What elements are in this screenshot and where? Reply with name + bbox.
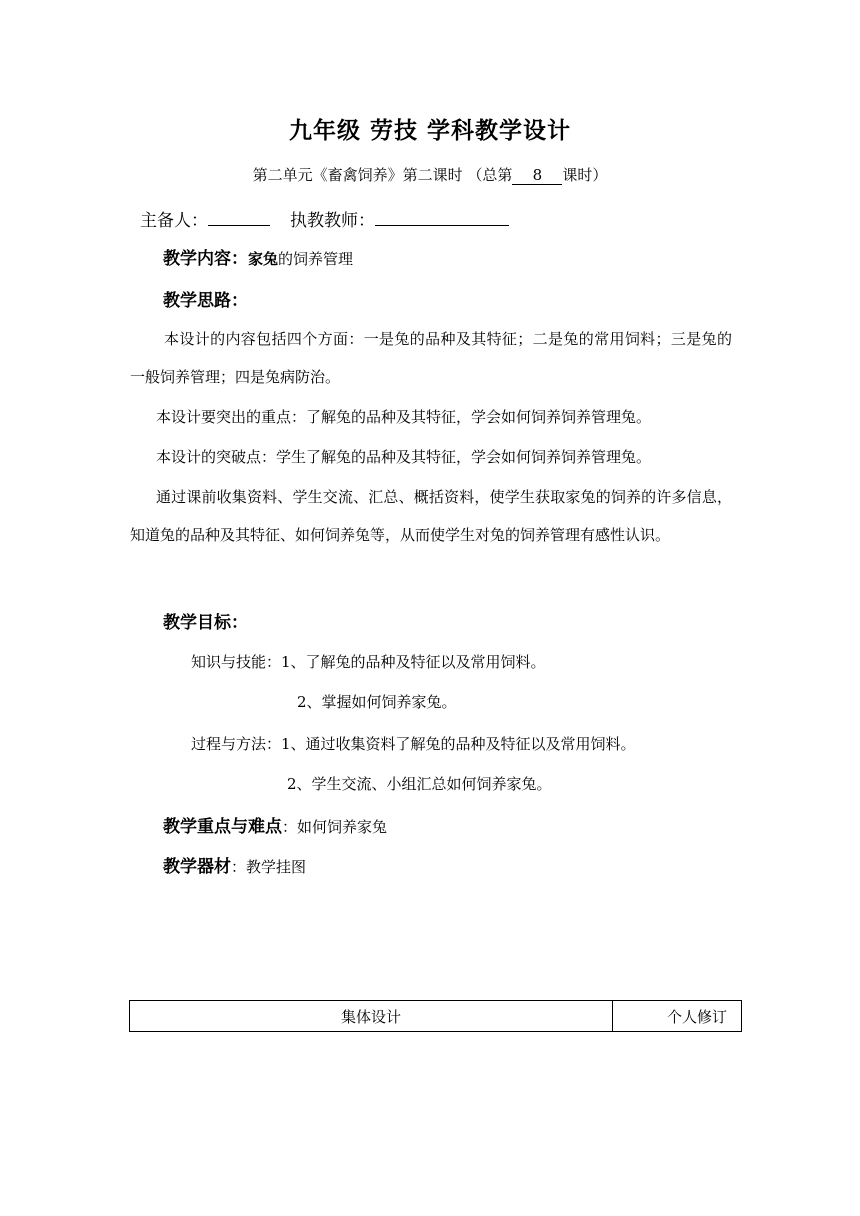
approach-paragraph-2: 本设计要突出的重点：了解兔的品种及其特征，学会如何饲养饲养管理兔。	[156, 408, 652, 426]
materials-section	[163, 852, 306, 877]
knowledge-item: 1、了解兔的品种及特征以及常用饲料。	[281, 653, 546, 671]
subtitle-suffix: 课时）	[562, 166, 608, 184]
materials-heading: 教学器材	[163, 857, 231, 877]
objectives-heading: 教学目标：	[163, 613, 248, 633]
key-points-value: ：如何饲养家兔	[282, 818, 388, 836]
process-item: 1、通过收集资料了解兔的品种及特征以及常用饲料。	[281, 735, 636, 753]
preparer-line	[140, 206, 509, 231]
key-points-heading: 教学重点与难点	[163, 817, 282, 837]
main-preparer-field	[208, 225, 270, 226]
process-label: 过程与方法：	[191, 735, 282, 753]
content-section	[163, 244, 353, 269]
knowledge-objective-2: 2、掌握如何饲养家兔。	[297, 693, 457, 711]
key-points-section	[163, 812, 387, 837]
personal-revision-header: 个人修订	[613, 1001, 742, 1032]
approach-paragraph-3: 本设计的突破点：学生了解兔的品种及其特征，学会如何饲养饲养管理兔。	[156, 448, 652, 466]
process-objective-2: 2、学生交流、小组汇总如何饲养家兔。	[287, 775, 552, 793]
lesson-total-number: 8	[512, 166, 562, 185]
design-table	[129, 1000, 742, 1032]
lesson-subtitle	[0, 164, 860, 185]
materials-value: ：教学挂图	[231, 858, 307, 876]
teacher-field	[375, 225, 509, 226]
content-heading: 教学内容：	[163, 249, 248, 269]
table-row	[130, 1001, 742, 1032]
collective-design-header: 集体设计	[130, 1001, 613, 1032]
knowledge-objective-1	[191, 651, 546, 672]
content-value: 的饲养管理	[278, 250, 354, 268]
main-preparer-label: 主备人：	[140, 211, 208, 231]
approach-heading: 教学思路：	[163, 291, 248, 311]
teacher-label: 执教教师：	[290, 211, 375, 231]
subtitle-prefix: 第二单元《畜禽饲养》第二课时 （总第	[252, 166, 513, 184]
knowledge-label: 知识与技能：	[191, 653, 282, 671]
approach-paragraph-4: 通过课前收集资料、学生交流、汇总、概括资料，使学生获取家兔的饲养的许多信息，知道兔的品种及其特征、如何饲养兔等，从而使学生对兔的饲养管理有感性认识。	[130, 488, 732, 544]
page-title: 九年级 劳技 学科教学设计	[288, 118, 571, 144]
approach-paragraph-1: 本设计的内容包括四个方面：一是兔的品种及其特征；二是兔的常用饲料；三是兔的一般饲养管理；四是兔病防治。	[130, 330, 732, 386]
content-value-bold: 家兔	[248, 250, 279, 268]
process-objective-1	[191, 733, 636, 754]
